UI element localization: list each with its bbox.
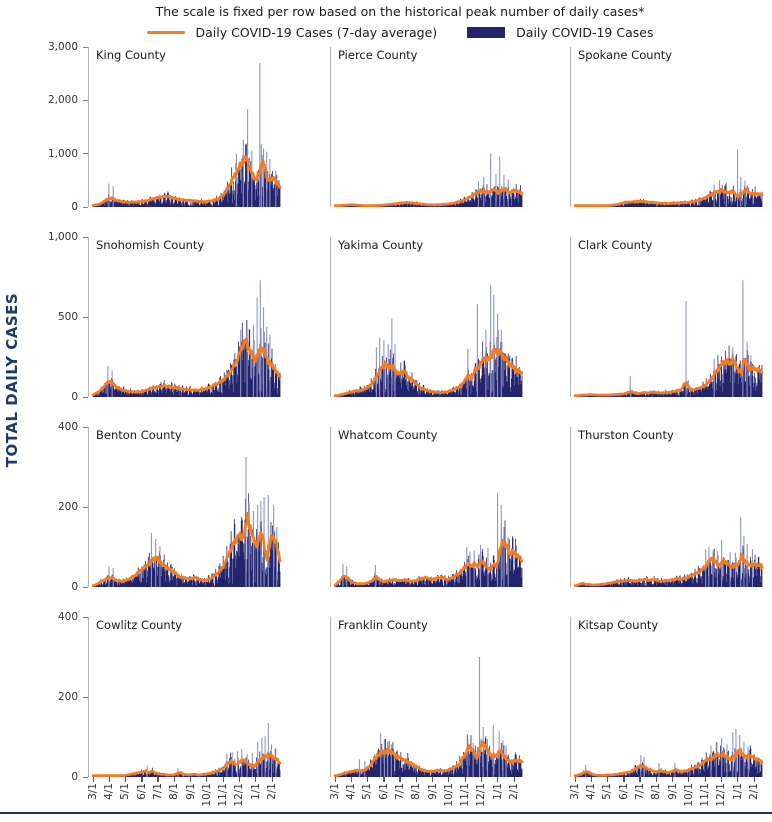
x-tick-mark <box>623 777 624 782</box>
bar-swatch-icon <box>467 27 505 38</box>
x-tick-label: 3/1 <box>87 783 99 800</box>
y-axis-spine <box>88 47 89 207</box>
county-title: Whatcom County <box>338 428 438 442</box>
chart-canvas <box>570 427 765 587</box>
x-tick-label: 2/1 <box>748 783 761 800</box>
x-tick-label: 10/1 <box>682 783 695 807</box>
chart-canvas <box>88 237 283 397</box>
x-tick-label: 2/1 <box>266 783 279 800</box>
x-tick-label: 4/1 <box>345 783 358 800</box>
y-tick-mark <box>83 317 88 318</box>
x-tick-label: 6/1 <box>135 783 148 800</box>
x-tick-mark <box>93 777 94 782</box>
chart-canvas <box>570 237 765 397</box>
x-tick-label: 9/1 <box>426 783 439 800</box>
x-tick-label: 8/1 <box>168 783 181 800</box>
county-title: Snohomish County <box>96 238 205 252</box>
chart-canvas <box>330 47 525 207</box>
x-tick-mark <box>432 777 433 782</box>
legend-item-average <box>147 25 438 40</box>
x-tick-mark <box>335 777 336 782</box>
x-tick-label: 8/1 <box>410 783 423 800</box>
x-tick-label: 11/1 <box>459 783 472 807</box>
x-tick-mark <box>591 777 592 782</box>
x-tick-mark <box>639 777 640 782</box>
x-tick-mark <box>688 777 689 782</box>
x-tick-mark <box>416 777 417 782</box>
legend-item-daily <box>467 25 653 40</box>
y-tick-label: 0 <box>71 771 78 783</box>
y-tick-label: 0 <box>71 391 78 403</box>
y-tick-mark <box>83 427 88 428</box>
x-tick-label: 12/1 <box>715 783 728 807</box>
x-tick-mark <box>367 777 368 782</box>
y-tick-label: 0 <box>71 581 78 593</box>
y-axis-spine <box>570 47 571 207</box>
y-tick-label: 0 <box>71 201 78 213</box>
x-tick-label: 3/1 <box>569 783 581 800</box>
chart-canvas <box>570 47 765 207</box>
y-tick-mark <box>83 153 88 154</box>
y-axis-spine <box>570 427 571 587</box>
y-tick-label: 400 <box>57 421 78 433</box>
subplot-whatcom-county <box>330 427 525 587</box>
subplot-clark-county <box>570 237 765 397</box>
x-tick-label: 5/1 <box>119 783 132 800</box>
chart-canvas <box>570 617 765 777</box>
county-title: King County <box>96 48 166 62</box>
county-title: Pierce County <box>338 48 418 62</box>
y-tick-mark <box>83 47 88 48</box>
y-tick-mark <box>83 397 88 398</box>
x-tick-mark <box>157 777 158 782</box>
chart-canvas <box>88 427 283 587</box>
x-tick-label: 12/1 <box>475 783 488 807</box>
x-tick-mark <box>514 777 515 782</box>
chart-canvas <box>330 617 525 777</box>
y-tick-mark <box>83 697 88 698</box>
subplot-king-county <box>88 47 283 207</box>
x-tick-mark <box>190 777 191 782</box>
x-tick-label: 8/1 <box>650 783 663 800</box>
header <box>70 4 730 40</box>
x-tick-label: 4/1 <box>103 783 116 800</box>
x-tick-mark <box>272 777 273 782</box>
y-axis-spine <box>330 47 331 207</box>
x-tick-mark <box>125 777 126 782</box>
y-tick-mark <box>83 617 88 618</box>
y-tick-label: 3,000 <box>47 41 78 53</box>
subplot-thurston-county <box>570 427 765 587</box>
legend-label-daily: Daily COVID-19 Cases <box>516 25 654 40</box>
daily-cases-bars <box>575 346 762 397</box>
x-tick-mark <box>721 777 722 782</box>
y-tick-label: 2,000 <box>47 94 78 107</box>
y-tick-label: 400 <box>57 611 78 623</box>
x-tick-mark <box>351 777 352 782</box>
y-tick-label: 500 <box>57 311 78 323</box>
x-tick-label: 10/1 <box>200 783 213 807</box>
x-tick-label: 1/1 <box>249 783 262 800</box>
chart-title: The scale is fixed per row based on the historical peak number of daily cases* <box>155 4 645 19</box>
x-tick-mark <box>754 777 755 782</box>
x-tick-mark <box>465 777 466 782</box>
x-tick-mark <box>141 777 142 782</box>
x-tick-mark <box>497 777 498 782</box>
subplot-benton-county <box>88 427 283 587</box>
county-title: Spokane County <box>578 48 673 62</box>
x-tick-mark <box>481 777 482 782</box>
x-tick-label: 5/1 <box>601 783 614 800</box>
x-tick-label: 1/1 <box>491 783 504 800</box>
x-tick-mark <box>737 777 738 782</box>
county-title: Yakima County <box>338 238 424 252</box>
y-tick-mark <box>83 237 88 238</box>
county-title: Kitsap County <box>578 618 659 632</box>
x-tick-label: 6/1 <box>617 783 630 800</box>
y-tick-label: 1,000 <box>47 231 78 243</box>
x-tick-label: 12/1 <box>233 783 246 807</box>
x-tick-label: 6/1 <box>377 783 390 800</box>
y-tick-mark <box>83 100 88 101</box>
y-tick-mark <box>83 507 88 508</box>
daily-cases-peak-bars <box>630 280 751 397</box>
footer-divider <box>0 812 772 814</box>
line-swatch-icon <box>147 31 185 35</box>
x-tick-mark <box>672 777 673 782</box>
daily-cases-bars <box>93 320 280 397</box>
subplot-snohomish-county <box>88 237 283 397</box>
x-tick-label: 1/1 <box>731 783 744 800</box>
x-tick-label: 9/1 <box>666 783 679 800</box>
x-tick-mark <box>399 777 400 782</box>
x-tick-label: 2/1 <box>508 783 521 800</box>
x-tick-mark <box>223 777 224 782</box>
x-tick-mark <box>607 777 608 782</box>
x-tick-label: 9/1 <box>184 783 197 800</box>
subplot-kitsap-county <box>570 617 765 777</box>
x-tick-mark <box>255 777 256 782</box>
subplot-cowlitz-county <box>88 617 283 777</box>
county-title: Clark County <box>578 238 653 252</box>
y-axis-spine <box>570 617 571 777</box>
chart-canvas <box>330 237 525 397</box>
y-axis-spine <box>330 617 331 777</box>
x-tick-mark <box>206 777 207 782</box>
county-title: Benton County <box>96 428 182 442</box>
y-tick-mark <box>83 777 88 778</box>
y-axis-spine <box>88 237 89 397</box>
x-tick-mark <box>575 777 576 782</box>
y-axis-spine <box>570 237 571 397</box>
x-tick-label: 7/1 <box>633 783 646 800</box>
x-tick-mark <box>383 777 384 782</box>
y-axis-spine <box>88 427 89 587</box>
legend-label-average: Daily COVID-19 Cases (7-day average) <box>195 25 438 40</box>
county-title: Cowlitz County <box>96 618 183 632</box>
county-title: Franklin County <box>338 618 428 632</box>
y-tick-label: 200 <box>57 501 78 513</box>
daily-cases-bars <box>93 493 280 587</box>
x-tick-label: 4/1 <box>585 783 598 800</box>
y-tick-mark <box>83 587 88 588</box>
x-tick-mark <box>448 777 449 782</box>
chart-canvas <box>88 617 283 777</box>
y-tick-label: 200 <box>57 691 78 703</box>
y-axis-spine <box>88 617 89 777</box>
subplot-franklin-county <box>330 617 525 777</box>
x-tick-mark <box>705 777 706 782</box>
chart-canvas <box>330 427 525 587</box>
y-axis-spine <box>330 427 331 587</box>
subplot-yakima-county <box>330 237 525 397</box>
legend <box>70 25 730 40</box>
x-tick-mark <box>239 777 240 782</box>
y-axis-title: TOTAL DAILY CASES <box>3 292 21 468</box>
x-tick-label: 11/1 <box>699 783 712 807</box>
x-tick-mark <box>109 777 110 782</box>
x-tick-mark <box>174 777 175 782</box>
x-tick-label: 7/1 <box>393 783 406 800</box>
x-tick-label: 10/1 <box>442 783 455 807</box>
x-tick-label: 11/1 <box>217 783 230 807</box>
y-tick-label: 1,000 <box>47 147 78 160</box>
subplot-pierce-county <box>330 47 525 207</box>
county-title: Thurston County <box>578 428 674 442</box>
x-tick-mark <box>656 777 657 782</box>
subplot-spokane-county <box>570 47 765 207</box>
chart-canvas <box>88 47 283 207</box>
y-tick-mark <box>83 207 88 208</box>
x-tick-label: 7/1 <box>151 783 164 800</box>
y-axis-spine <box>330 237 331 397</box>
x-tick-label: 5/1 <box>361 783 374 800</box>
x-tick-label: 3/1 <box>329 783 341 800</box>
